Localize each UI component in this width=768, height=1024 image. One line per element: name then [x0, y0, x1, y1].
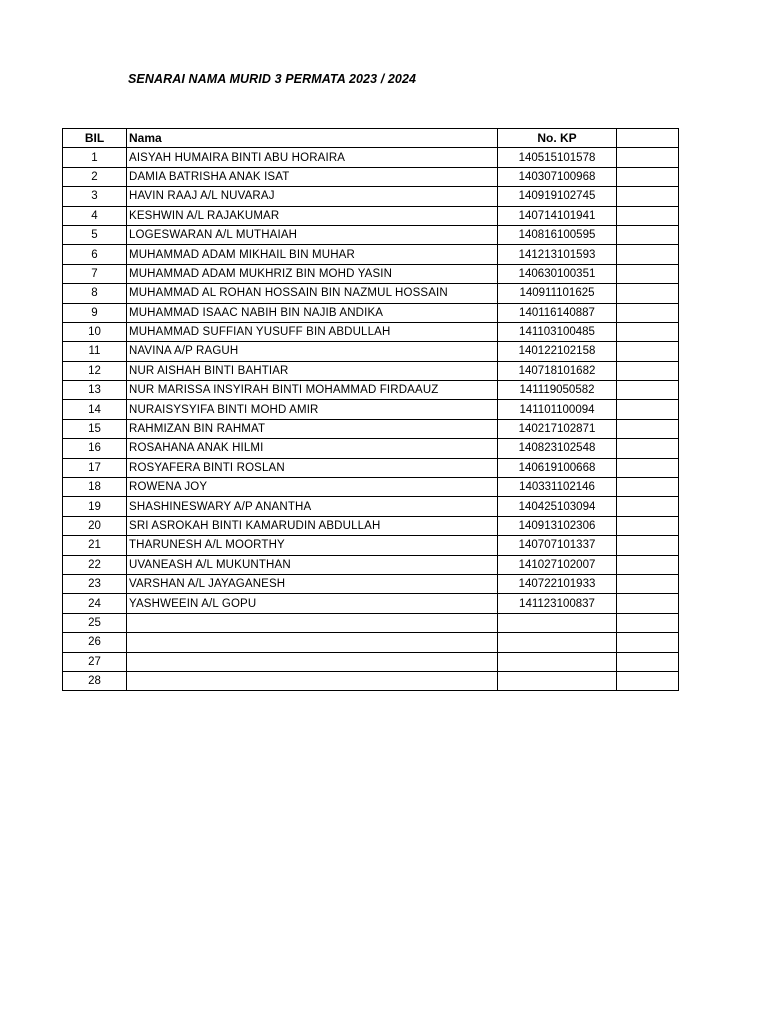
table-row [63, 361, 679, 380]
table-row [63, 187, 679, 206]
ic-number [498, 633, 617, 652]
row-number: 14 [63, 400, 127, 419]
extra-cell [617, 206, 679, 225]
ic-number: 140122102158 [498, 342, 617, 361]
student-name: MUHAMMAD AL ROHAN HOSSAIN BIN NAZMUL HOSSAIN [127, 284, 498, 303]
student-name: RAHMIZAN BIN RAHMAT [127, 419, 498, 438]
ic-number: 140116140887 [498, 303, 617, 322]
extra-cell [617, 671, 679, 690]
extra-cell [617, 439, 679, 458]
student-name: NUR AISHAH BINTI BAHTIAR [127, 361, 498, 380]
table-row [63, 516, 679, 535]
student-name: HAVIN RAAJ A/L NUVARAJ [127, 187, 498, 206]
student-name: DAMIA BATRISHA ANAK ISAT [127, 167, 498, 186]
table-row [63, 633, 679, 652]
table-row [63, 458, 679, 477]
ic-number: 140630100351 [498, 264, 617, 283]
extra-cell [617, 613, 679, 632]
student-name: NURAISYSYIFA BINTI MOHD AMIR [127, 400, 498, 419]
row-number: 10 [63, 322, 127, 341]
ic-number: 140823102548 [498, 439, 617, 458]
table-row [63, 555, 679, 574]
row-number: 20 [63, 516, 127, 535]
row-number: 19 [63, 497, 127, 516]
header-kp: No. KP [498, 129, 617, 148]
student-name: VARSHAN A/L JAYAGANESH [127, 574, 498, 593]
table-row [63, 594, 679, 613]
table-row [63, 206, 679, 225]
ic-number [498, 613, 617, 632]
row-number: 23 [63, 574, 127, 593]
row-number: 24 [63, 594, 127, 613]
ic-number: 140718101682 [498, 361, 617, 380]
ic-number: 141213101593 [498, 245, 617, 264]
extra-cell [617, 381, 679, 400]
student-name: SHASHINESWARY A/P ANANTHA [127, 497, 498, 516]
extra-cell [617, 574, 679, 593]
table-row [63, 225, 679, 244]
extra-cell [617, 633, 679, 652]
student-name [127, 652, 498, 671]
student-list-table [62, 128, 679, 691]
ic-number: 140331102146 [498, 478, 617, 497]
row-number: 2 [63, 167, 127, 186]
student-name: YASHWEEIN A/L GOPU [127, 594, 498, 613]
extra-cell [617, 497, 679, 516]
table-row [63, 322, 679, 341]
student-name: THARUNESH A/L MOORTHY [127, 536, 498, 555]
student-name: MUHAMMAD SUFFIAN YUSUFF BIN ABDULLAH [127, 322, 498, 341]
ic-number: 140714101941 [498, 206, 617, 225]
table-row [63, 536, 679, 555]
ic-number: 141027102007 [498, 555, 617, 574]
table-row [63, 381, 679, 400]
table-header-row [63, 129, 679, 148]
table-body [63, 148, 679, 691]
table-row [63, 613, 679, 632]
document-title: SENARAI NAMA MURID 3 PERMATA 2023 / 2024 [128, 72, 417, 86]
extra-cell [617, 400, 679, 419]
row-number: 21 [63, 536, 127, 555]
header-extra [617, 129, 679, 148]
table-row [63, 167, 679, 186]
extra-cell [617, 284, 679, 303]
ic-number: 141101100094 [498, 400, 617, 419]
ic-number [498, 671, 617, 690]
row-number: 28 [63, 671, 127, 690]
ic-number: 140911101625 [498, 284, 617, 303]
row-number: 17 [63, 458, 127, 477]
ic-number: 140217102871 [498, 419, 617, 438]
row-number: 22 [63, 555, 127, 574]
table-row [63, 574, 679, 593]
table-row [63, 148, 679, 167]
table-row [63, 419, 679, 438]
row-number: 6 [63, 245, 127, 264]
table-row [63, 671, 679, 690]
row-number: 27 [63, 652, 127, 671]
extra-cell [617, 225, 679, 244]
extra-cell [617, 458, 679, 477]
student-name: LOGESWARAN A/L MUTHAIAH [127, 225, 498, 244]
table-row [63, 497, 679, 516]
table-row [63, 245, 679, 264]
extra-cell [617, 322, 679, 341]
ic-number: 140913102306 [498, 516, 617, 535]
table-row [63, 284, 679, 303]
student-name: AISYAH HUMAIRA BINTI ABU HORAIRA [127, 148, 498, 167]
row-number: 3 [63, 187, 127, 206]
table-row [63, 652, 679, 671]
row-number: 11 [63, 342, 127, 361]
ic-number: 140619100668 [498, 458, 617, 477]
extra-cell [617, 419, 679, 438]
table-row [63, 342, 679, 361]
student-name: NAVINA A/P RAGUH [127, 342, 498, 361]
ic-number [498, 652, 617, 671]
table-row [63, 439, 679, 458]
student-name: ROWENA JOY [127, 478, 498, 497]
student-name: KESHWIN A/L RAJAKUMAR [127, 206, 498, 225]
ic-number: 140722101933 [498, 574, 617, 593]
student-name: MUHAMMAD ADAM MIKHAIL BIN MUHAR [127, 245, 498, 264]
student-name [127, 613, 498, 632]
extra-cell [617, 187, 679, 206]
student-name: NUR MARISSA INSYIRAH BINTI MOHAMMAD FIRDAAUZ [127, 381, 498, 400]
extra-cell [617, 361, 679, 380]
table-row [63, 400, 679, 419]
student-name: ROSAHANA ANAK HILMI [127, 439, 498, 458]
student-name: UVANEASH A/L MUKUNTHAN [127, 555, 498, 574]
ic-number: 140425103094 [498, 497, 617, 516]
extra-cell [617, 555, 679, 574]
extra-cell [617, 342, 679, 361]
student-name: MUHAMMAD ADAM MUKHRIZ BIN MOHD YASIN [127, 264, 498, 283]
row-number: 7 [63, 264, 127, 283]
row-number: 18 [63, 478, 127, 497]
ic-number: 140816100595 [498, 225, 617, 244]
table-row [63, 264, 679, 283]
row-number: 26 [63, 633, 127, 652]
ic-number: 140707101337 [498, 536, 617, 555]
row-number: 9 [63, 303, 127, 322]
student-name: ROSYAFERA BINTI ROSLAN [127, 458, 498, 477]
extra-cell [617, 245, 679, 264]
table-row [63, 303, 679, 322]
extra-cell [617, 148, 679, 167]
row-number: 16 [63, 439, 127, 458]
extra-cell [617, 478, 679, 497]
row-number: 5 [63, 225, 127, 244]
row-number: 15 [63, 419, 127, 438]
ic-number: 141103100485 [498, 322, 617, 341]
student-name: MUHAMMAD ISAAC NABIH BIN NAJIB ANDIKA [127, 303, 498, 322]
row-number: 1 [63, 148, 127, 167]
extra-cell [617, 516, 679, 535]
extra-cell [617, 303, 679, 322]
ic-number: 140515101578 [498, 148, 617, 167]
student-name [127, 633, 498, 652]
ic-number: 141119050582 [498, 381, 617, 400]
extra-cell [617, 264, 679, 283]
student-name: SRI ASROKAH BINTI KAMARUDIN ABDULLAH [127, 516, 498, 535]
ic-number: 140919102745 [498, 187, 617, 206]
row-number: 4 [63, 206, 127, 225]
header-bil: BIL [63, 129, 127, 148]
extra-cell [617, 167, 679, 186]
row-number: 13 [63, 381, 127, 400]
row-number: 8 [63, 284, 127, 303]
student-name [127, 671, 498, 690]
ic-number: 140307100968 [498, 167, 617, 186]
extra-cell [617, 594, 679, 613]
row-number: 25 [63, 613, 127, 632]
table-row [63, 478, 679, 497]
header-nama: Nama [127, 129, 498, 148]
ic-number: 141123100837 [498, 594, 617, 613]
extra-cell [617, 652, 679, 671]
row-number: 12 [63, 361, 127, 380]
extra-cell [617, 536, 679, 555]
